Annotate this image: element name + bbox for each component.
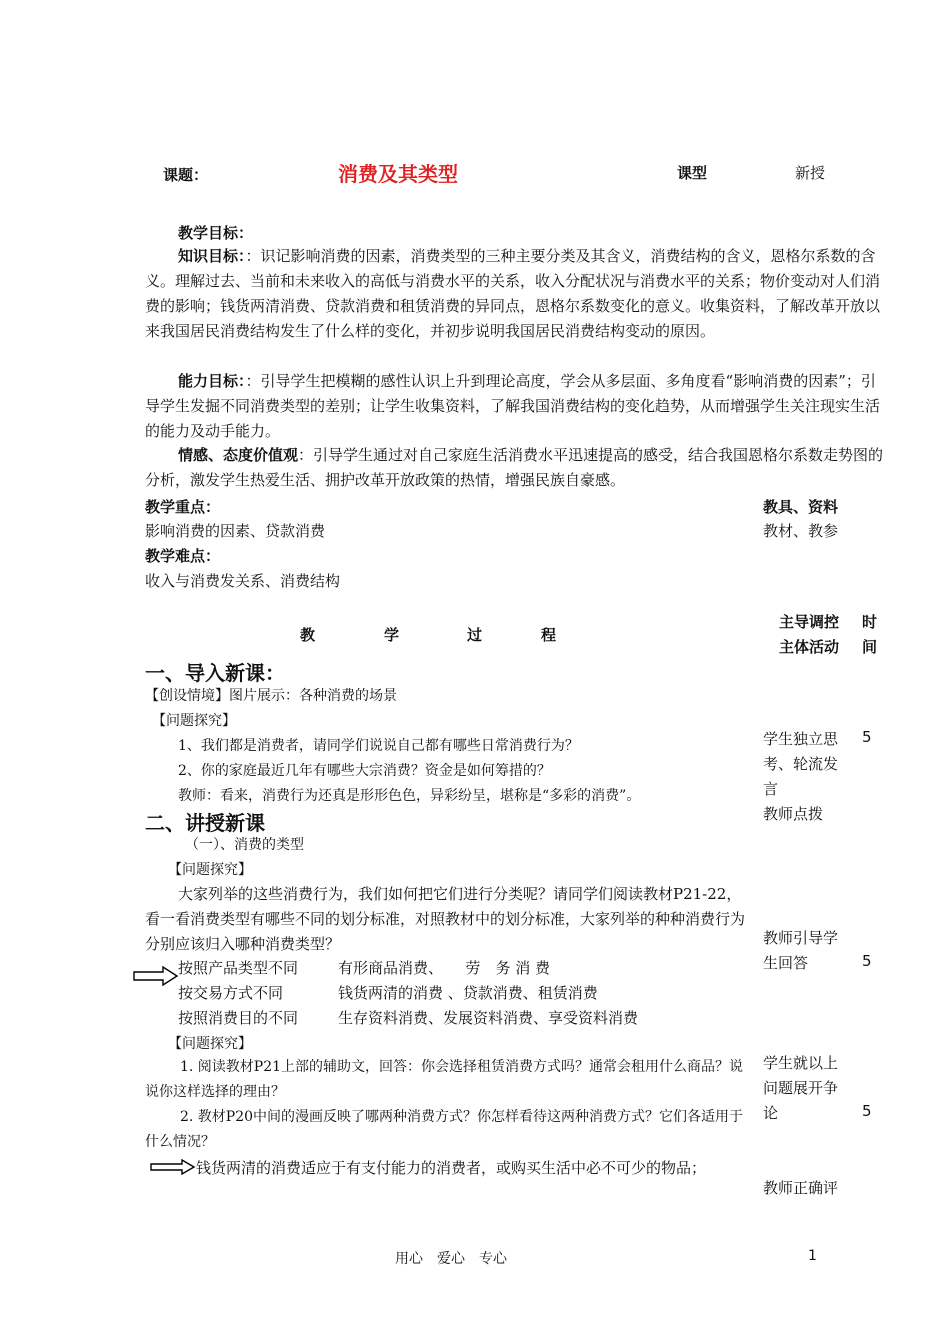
goals-heading: 教学目标： xyxy=(178,224,254,242)
process-heading-2: 学 xyxy=(384,626,400,644)
col-time-2: 间 xyxy=(862,638,878,656)
section2-p2: 2. 教材P20中间的漫画反映了哪两种消费方式？你怎样看待这两种消费方式？它们各适用于什么情况？ xyxy=(145,1109,744,1150)
sidebar-activity: 教师引导学 xyxy=(763,929,839,947)
process-heading-3: 过 xyxy=(467,626,483,644)
type-label: 课型 xyxy=(677,164,708,182)
sidebar-time: 5 xyxy=(862,952,872,970)
key-text: 影响消费的因素、贷款消费 xyxy=(145,522,326,540)
section1-q1: 1、我们都是消费者，请同学们说说自己都有哪些日常消费行为？ xyxy=(178,738,579,754)
section1-inquiry: 【问题探究】 xyxy=(152,713,236,729)
knowledge-goal xyxy=(145,244,890,344)
difficulty-label: 教学难点： xyxy=(145,547,221,565)
ability-goal xyxy=(145,369,890,444)
process-heading-1: 教 xyxy=(300,626,316,644)
tools-label: 教具、资料 xyxy=(763,498,839,516)
difficulty-text: 收入与消费发关系、消费结构 xyxy=(145,572,341,590)
class-row-value: 有形商品消费、 劳 务 消 费 xyxy=(338,959,551,977)
section1-q2: 2、你的家庭最近几年有哪些大宗消费？资金是如何筹措的？ xyxy=(178,763,551,779)
ability-text: ：引导学生把模糊的感性认识上升到理论高度，学会从多层面、多角度看“影响消费的因素”；引导学生发掘不同消费类型的差别；让学生收集资料，了解我国消费结构的变化趋势，从而增强学生关注现实生活的能力及动手能力。 xyxy=(145,372,881,440)
sidebar-activity: 言 xyxy=(763,780,779,798)
section2-inquiry1: 【问题探究】 xyxy=(168,862,252,878)
section2-sub1: （一）、消费的类型 xyxy=(185,837,304,853)
sidebar-activity: 学生就以上 xyxy=(763,1054,839,1072)
sidebar-activity: 教师点拨 xyxy=(763,805,824,823)
sidebar-activity: 生回答 xyxy=(763,954,809,972)
emotion-goal xyxy=(145,443,890,493)
tools-text: 教材、教参 xyxy=(763,522,839,540)
page-title: 消费及其类型 xyxy=(338,162,458,186)
arrow-icon xyxy=(133,966,179,986)
emotion-label: 情感、态度价值观 xyxy=(178,446,299,464)
section2-p1: 1. 阅读教材P21上部的辅助文，回答：你会选择租赁消费方式吗？通常会租用什么商品？说说你这样选择的理由？ xyxy=(145,1059,744,1100)
key-label: 教学重点： xyxy=(145,498,221,516)
col-time-1: 时 xyxy=(862,613,878,631)
arrow-icon xyxy=(150,1159,196,1175)
page-number: 1 xyxy=(808,1248,817,1264)
footer-motto: 用心 爱心 专心 xyxy=(395,1251,507,1267)
class-row-label: 按照产品类型不同 xyxy=(178,959,299,977)
class-row-value: 钱货两清的消费 、贷款消费、租赁消费 xyxy=(338,984,598,1002)
section2-p3: 钱货两清的消费适应于有支付能力的消费者，或购买生活中必不可少的物品； xyxy=(196,1159,707,1177)
sidebar-time: 5 xyxy=(862,728,872,746)
section2-para1: 大家列举的这些消费行为，我们如何把它们进行分类呢？请同学们阅读教材P21-22，看一看消费类型有哪些不同的划分标准，对照教材中的划分标准，大家列举的种种消费行为分别应该归入哪种消费类型？ xyxy=(145,885,746,953)
class-row-value: 生存资料消费、发展资料消费、享受资料消费 xyxy=(338,1009,639,1027)
ability-label: 能力目标： xyxy=(178,372,246,390)
topic-label: 课题： xyxy=(163,166,209,184)
type-value: 新授 xyxy=(795,164,826,182)
class-row-label: 按照消费目的不同 xyxy=(178,1009,299,1027)
emotion-text: ：引导学生通过对自己家庭生活消费水平迅速提高的感受，结合我国恩格尔系数走势图的分析，激发学生热爱生活、拥护改革开放政策的热情，增强民族自豪感。 xyxy=(145,446,884,489)
col-activity: 主体活动 xyxy=(779,638,840,656)
sidebar-time: 5 xyxy=(862,1102,872,1120)
section2-heading: 二、讲授新课 xyxy=(145,811,265,835)
sidebar-activity: 问题展开争 xyxy=(763,1079,839,1097)
process-heading-4: 程 xyxy=(541,626,557,644)
section1-teacher: 教师：看来，消费行为还真是形形色色，异彩纷呈，堪称是“多彩的消费”。 xyxy=(178,788,641,804)
class-row-label: 按交易方式不同 xyxy=(178,984,284,1002)
knowledge-label: 知识目标： xyxy=(178,247,246,265)
section2-inquiry2: 【问题探究】 xyxy=(168,1036,252,1052)
col-guide: 主导调控 xyxy=(779,613,840,631)
sidebar-activity: 学生独立思 xyxy=(763,730,839,748)
sidebar-activity: 教师正确评 xyxy=(763,1179,839,1197)
sidebar-activity: 考、轮流发 xyxy=(763,755,839,773)
section1-heading: 一、导入新课： xyxy=(145,661,285,685)
knowledge-text: ：识记影响消费的因素，消费类型的三种主要分类及其含义，消费结构的含义，恩格尔系数的含义。理解过去、当前和未来收入的高低与消费水平的关系，收入分配状况与消费水平的关系；物价变动对人们消费的影响；钱货两清消费、贷款消费和租赁消费的异同点，恩格尔系数变化的意义。收集资料，了解改革开放以来我国居民消费结构发生了什么样的变化，并初步说明我国居民消费结构变动的原因。 xyxy=(145,247,881,340)
section1-scenario: 【创设情境】图片展示：各种消费的场景 xyxy=(145,688,397,704)
sidebar-activity: 论 xyxy=(763,1104,779,1122)
